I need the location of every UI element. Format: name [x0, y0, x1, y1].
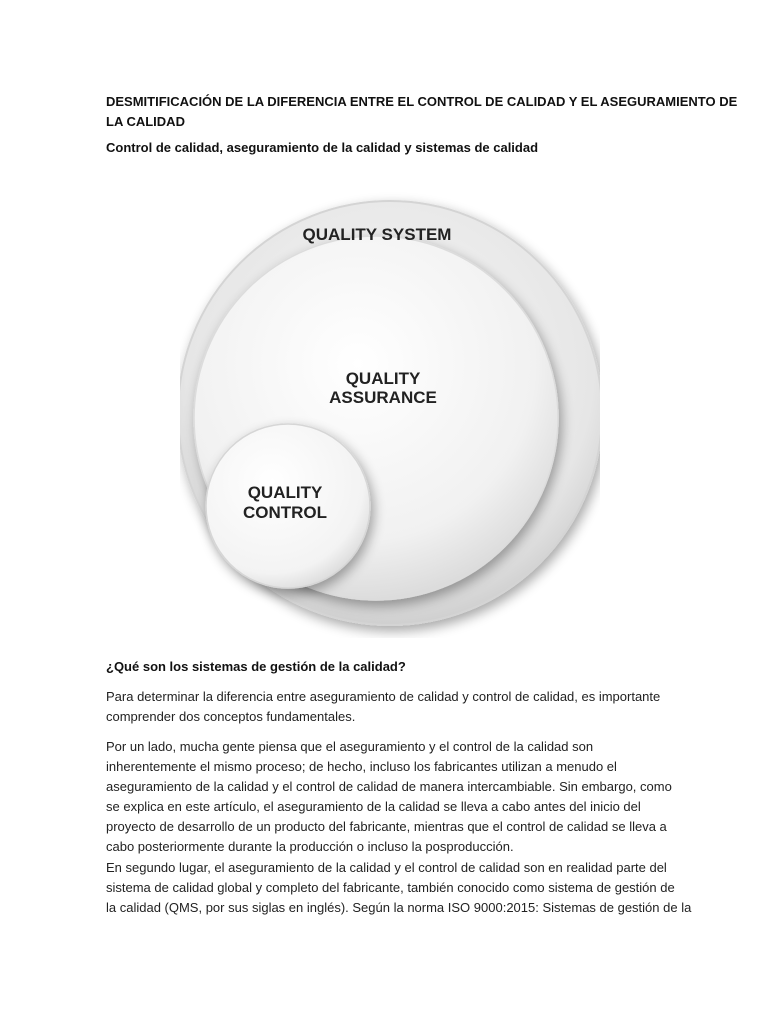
paragraph-2-line: Por un lado, mucha gente piensa que el aseguramiento y el control de la calidad son — [106, 739, 594, 754]
section-heading: ¿Qué son los sistemas de gestión de la calidad? — [106, 659, 406, 674]
quality-assurance-label-line-2: ASSURANCE — [329, 388, 437, 407]
quality-nested-circles-diagram — [180, 178, 600, 638]
paragraph-2-line: aseguramiento de la calidad y el control de calidad de manera intercambiable. Sin embargo, como — [106, 779, 672, 794]
paragraph-1 — [106, 687, 666, 727]
quality-control-label-line-1: QUALITY — [247, 483, 323, 502]
paragraph-2 — [106, 737, 672, 857]
paragraph-2-line: se explica en este artículo, el aseguramiento de la calidad se lleva a cabo antes del inicio del — [106, 799, 641, 814]
quality-assurance-label-line-1: QUALITY — [345, 369, 421, 388]
paragraph-2-line: cabo posteriormente durante la producción o incluso la posproducción. — [106, 839, 514, 854]
paragraph-3-line: En segundo lugar, el aseguramiento de la calidad y el control de calidad son en realidad parte del — [106, 860, 667, 875]
paragraph-1-line: comprender dos conceptos fundamentales. — [106, 709, 356, 724]
quality-control-label-line-2: CONTROL — [242, 503, 328, 522]
paragraph-2-line: inherentemente el mismo proceso; de hecho, incluso los fabricantes utilizan a menudo el — [106, 759, 617, 774]
paragraph-3-line: sistema de calidad global y completo del fabricante, también conocido como sistema de gestión de — [106, 880, 675, 895]
quality-system-label: QUALITY SYSTEM — [302, 225, 452, 244]
paragraph-3 — [106, 858, 692, 918]
paragraph-1-line: Para determinar la diferencia entre aseguramiento de calidad y control de calidad, es importante — [106, 689, 661, 704]
title-line-2: LA CALIDAD — [106, 114, 185, 129]
paragraph-2-line: proyecto de desarrollo de un producto del fabricante, mientras que el control de calidad se lleva a — [106, 819, 667, 834]
title-line-1: DESMITIFICACIÓN DE LA DIFERENCIA ENTRE EL CONTROL DE CALIDAD Y EL ASEGURAMIENTO DE — [106, 94, 738, 109]
paragraph-3-line: la calidad (QMS, por sus siglas en inglés). Según la norma ISO 9000:2015: Sistemas de gestión de la — [106, 900, 692, 915]
document-subtitle: Control de calidad, aseguramiento de la calidad y sistemas de calidad — [106, 140, 539, 155]
document-title — [106, 92, 738, 132]
